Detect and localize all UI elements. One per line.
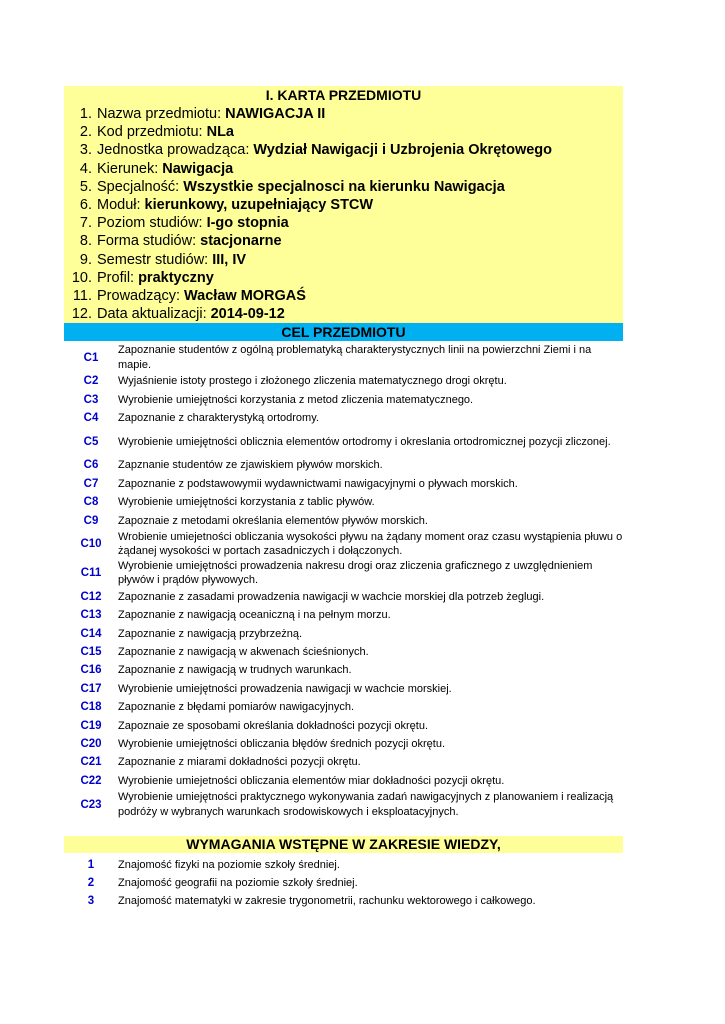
requirement-row	[64, 892, 623, 910]
goal-code: C2	[83, 375, 99, 388]
goal-code: C9	[83, 514, 99, 527]
card-item-label: Nazwa przedmiotu:	[97, 106, 222, 122]
goal-text: Wyrobienie umiejętności korzystania z tablic pływów.	[118, 496, 375, 509]
card-item-number: 6.	[79, 196, 92, 213]
goal-row	[64, 790, 623, 819]
requirement-row	[64, 874, 623, 892]
card-item-number: 4.	[79, 160, 92, 177]
goal-text: Zapoznanie z podstawowymii wydawnictwami nawigacyjnymi o pływach morskich.	[118, 477, 518, 490]
card-item-number: 11.	[72, 287, 92, 304]
goal-code: C15	[80, 646, 102, 659]
card-item-value: Nawigacja	[162, 160, 234, 177]
card-item-number: 7.	[79, 215, 92, 232]
requirement-row	[64, 856, 623, 874]
card-item-label: Prowadzący:	[97, 287, 181, 304]
goal-row	[64, 588, 623, 606]
goal-code: C7	[83, 477, 99, 490]
card-item-label: Forma studiów:	[97, 233, 197, 250]
requirement-number: 2	[87, 877, 95, 890]
card-item-label: Poziom studiów:	[97, 215, 203, 232]
goals-list	[64, 343, 623, 819]
card-item-value: Wacław MORGAŚ	[184, 287, 306, 304]
card-item-label: Specjalność:	[97, 178, 180, 195]
card-item-number: 10.	[71, 269, 92, 286]
goal-row	[64, 643, 623, 661]
goal-text: Zapznanie studentów ze zjawiskiem pływów morskich.	[118, 459, 383, 472]
goal-row	[64, 409, 623, 427]
goal-text: Wyjaśnienie istoty prostego i złożonego zliczenia matematycznego drogi okrętu.	[118, 375, 507, 388]
card-item-number: 12.	[71, 306, 92, 323]
card-item	[64, 287, 623, 305]
card-item	[64, 105, 623, 123]
goal-row	[64, 456, 623, 474]
card-item-value: III, IV	[212, 251, 247, 268]
goal-row	[64, 754, 623, 772]
card-item-label: Kod przedmiotu:	[97, 124, 203, 141]
goal-text: Zapoznaie z metodami określania elementów pływów morskich.	[118, 514, 428, 527]
card-item-number: 1.	[79, 106, 92, 122]
card-list	[64, 105, 623, 323]
goal-row	[64, 698, 623, 716]
card-item	[64, 196, 623, 214]
goal-code: C23	[80, 798, 102, 811]
goal-row	[64, 772, 623, 790]
goal-code: C11	[80, 567, 102, 580]
goal-text: Zapoznanie z miarami dokładności pozycji okrętu.	[118, 756, 361, 769]
goal-code: C16	[80, 664, 102, 677]
card-item-value: Wszystkie specjalnosci na kierunku Nawigacja	[183, 178, 505, 195]
card-item-number: 9.	[79, 251, 92, 268]
goal-code: C17	[80, 682, 102, 695]
goal-row	[64, 625, 623, 643]
card-item	[64, 305, 623, 323]
card-title: I. KARTA PRZEDMIOTU	[265, 87, 422, 103]
goal-code: C19	[80, 719, 102, 732]
goal-row	[64, 343, 623, 372]
requirement-number: 1	[87, 859, 95, 872]
requirement-text: Znajomość geografii na poziomie szkoły średniej.	[118, 877, 358, 890]
card-item-value: I-go stopnia	[206, 215, 289, 232]
goal-row	[64, 372, 623, 390]
goal-text: Zapoznanie studentów z ogólną problematyką charakterystycznych linii na powierzchni Ziemi i na mapie.	[118, 344, 592, 371]
goal-row	[64, 735, 623, 753]
goal-text: Zapoznanie z nawigacją przybrzeżną.	[118, 627, 303, 640]
goal-row	[64, 680, 623, 698]
goal-row	[64, 559, 623, 588]
goal-row	[64, 717, 623, 735]
requirement-text: Znajomość matematyki w zakresie trygonometrii, rachunku wektorowego i całkowego.	[118, 895, 536, 908]
goal-text: Zapoznanie z zasadami prowadzenia nawigacji w wachcie morskiej dla potrzeb żeglugi.	[118, 590, 545, 603]
goal-code: C6	[83, 459, 99, 472]
card-item	[64, 232, 623, 250]
requirements-header: WYMAGANIA WSTĘPNE W ZAKRESIE WIEDZY,	[64, 836, 623, 853]
goal-code: C18	[80, 701, 102, 714]
goal-code: C10	[80, 538, 102, 551]
goal-code: C8	[83, 496, 99, 509]
card-item	[64, 251, 623, 269]
card-item-value: stacjonarne	[200, 233, 282, 250]
card-item-number: 5.	[79, 178, 92, 195]
goals-header: CEL PRZEDMIOTU	[64, 323, 623, 341]
goal-text: Zapoznanie z nawigacją w trudnych warunkach.	[118, 664, 352, 677]
goal-text: Wrobienie umiejetności obliczania wysokości pływu na żądany moment oraz czasu wystąpienia płuwu o żądanej wysokości w portach zasadniczych i dołączonych.	[118, 530, 623, 558]
goal-text: Wyrobienie umiejętności korzystania z metod zliczenia matematycznego.	[118, 393, 474, 406]
goal-code: C1	[83, 351, 99, 364]
card-item	[64, 141, 623, 159]
card-item-number: 8.	[79, 233, 92, 250]
goal-text: Zapoznanie z nawigacją oceaniczną i na pełnym morzu.	[118, 609, 391, 622]
goal-row	[64, 512, 623, 530]
goal-row	[64, 427, 623, 456]
card-item-label: Jednostka prowadząca:	[97, 142, 250, 159]
goal-text: Zapoznanie z nawigacją w akwenach ścieśnionych.	[118, 646, 369, 659]
card-item	[64, 214, 623, 232]
card-item-value: NLa	[206, 124, 234, 141]
goal-code: C5	[83, 435, 99, 448]
requirements-list	[64, 856, 623, 910]
card-item-number: 3.	[79, 142, 92, 159]
goal-row	[64, 493, 623, 511]
card-item-label: Data aktualizacji:	[97, 306, 207, 323]
card-item-value: praktyczny	[138, 269, 214, 286]
requirement-text: Znajomość fizyki na poziomie szkoły średniej.	[118, 859, 340, 872]
goal-text: Wyrobienie umiejętności obliczania błędów średnich pozycji okrętu.	[118, 738, 446, 751]
goal-code: C12	[80, 590, 102, 603]
card-item-label: Kierunek:	[97, 160, 159, 177]
goal-text: Zapoznanie z charakterystyką ortodromy.	[118, 411, 319, 424]
goal-code: C21	[80, 756, 102, 769]
goal-code: C22	[80, 774, 102, 787]
card-item	[64, 123, 623, 141]
goal-row	[64, 391, 623, 409]
document-page	[64, 86, 623, 910]
goal-row	[64, 530, 623, 559]
goal-text: Wyrobienie umiejętności oblicznia elementów ortodromy i okreslania ortodromicznej pozycji zliczonej.	[118, 435, 611, 448]
card-item-value: 2014-09-12	[210, 306, 285, 323]
card-item-value: kierunkowy, uzupełniający STCW	[144, 196, 374, 213]
goal-text: Wyrobienie umiejetności obliczania elementów miar dokładności pozycji okrętu.	[118, 774, 505, 787]
goal-text: Wyrobienie umiejętności prowadzenia nawigacji w wachcie morskiej.	[118, 682, 452, 695]
goal-code: C14	[80, 627, 102, 640]
goal-text: Wyrobienie umiejętności prowadzenia nakresu drogi oraz zliczenia graficznego z uwzględnieniem pływów i prądów pływowych.	[118, 559, 593, 587]
goal-text: Zapoznaie ze sposobami określania dokładności pozycji okrętu.	[118, 719, 429, 732]
goal-text: Wyrobienie umiejętności praktycznego wykonywania zadań nawigacyjnych z planowaniem i realizacją podróży w wybranych warunkach srodowiskowych i eksploatacyjnych.	[118, 791, 614, 818]
card-item	[64, 269, 623, 287]
card-item-value: Wydział Nawigacji i Uzbrojenia Okrętowego	[253, 142, 553, 159]
card-item-label: Semestr studiów:	[97, 251, 209, 268]
goal-row	[64, 606, 623, 624]
card-item-value: NAWIGACJA II	[225, 106, 326, 122]
goal-text: Zapoznanie z błędami pomiarów nawigacyjnych.	[118, 701, 355, 714]
card-item	[64, 178, 623, 196]
card-item-label: Moduł:	[97, 196, 141, 213]
goal-row	[64, 662, 623, 680]
card-item-label: Profil:	[97, 269, 135, 286]
course-card	[64, 86, 623, 323]
goal-code: C3	[83, 393, 99, 406]
goal-row	[64, 475, 623, 493]
card-item	[64, 160, 623, 178]
goal-code: C20	[80, 738, 102, 751]
card-item-number: 2.	[79, 124, 92, 141]
goal-code: C4	[83, 411, 99, 424]
goal-code: C13	[80, 609, 102, 622]
requirement-number: 3	[87, 895, 95, 908]
